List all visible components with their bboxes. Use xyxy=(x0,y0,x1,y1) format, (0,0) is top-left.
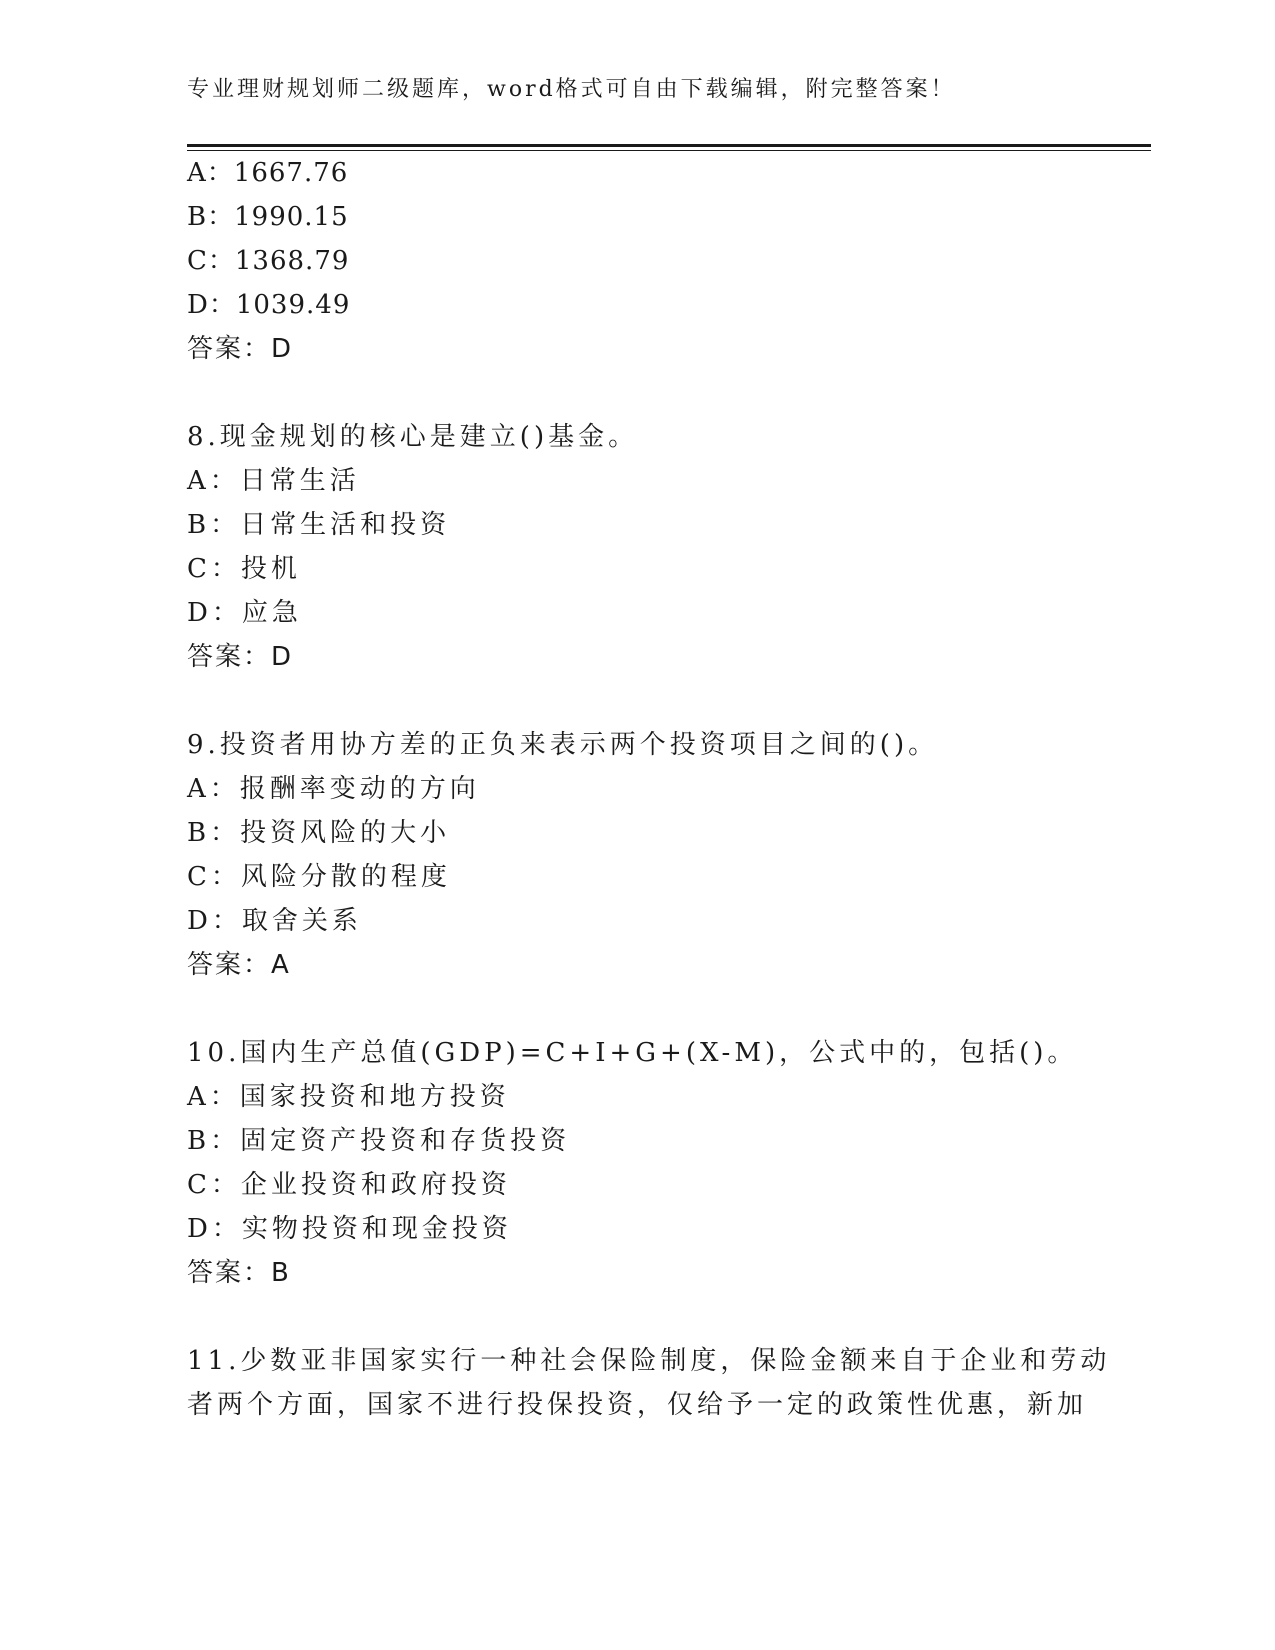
prev-option-c: C：1368.79 xyxy=(187,246,350,276)
q10-option-b: B：固定资产投资和存货投资 xyxy=(187,1126,571,1156)
q9-option-a: A：报酬率变动的方向 xyxy=(187,774,480,804)
q10-option-d: D：实物投资和现金投资 xyxy=(187,1214,512,1244)
q10-option-a: A：国家投资和地方投资 xyxy=(187,1082,510,1112)
q9-option-c: C：风险分散的程度 xyxy=(187,862,451,892)
q10-answer: 答案：B xyxy=(187,1258,291,1288)
q8-answer: 答案：D xyxy=(187,642,294,672)
q8-option-c: C：投机 xyxy=(187,554,301,584)
q9-stem: 9.投资者用协方差的正负来表示两个投资项目之间的()。 xyxy=(187,730,939,760)
q8-stem: 8.现金规划的核心是建立()基金。 xyxy=(187,422,639,452)
prev-answer: 答案：D xyxy=(187,334,294,364)
header-rule-thick xyxy=(187,144,1151,147)
q9-option-d: D：取舍关系 xyxy=(187,906,362,936)
q11-stem-line-1: 11.少数亚非国家实行一种社会保险制度，保险金额来自于企业和劳动 xyxy=(187,1346,1111,1376)
q8-option-a: A：日常生活 xyxy=(187,466,360,496)
q10-option-c: C：企业投资和政府投资 xyxy=(187,1170,511,1200)
q10-stem: 10.国内生产总值(GDP)=C+I+G+(X-M)，公式中的，包括()。 xyxy=(187,1038,1078,1068)
header-rule-thin xyxy=(187,150,1151,151)
q9-answer: 答案：A xyxy=(187,950,291,980)
prev-option-d: D：1039.49 xyxy=(187,290,351,320)
q9-option-b: B：投资风险的大小 xyxy=(187,818,451,848)
q11-stem-line-2: 者两个方面，国家不进行投保投资，仅给予一定的政策性优惠，新加 xyxy=(187,1390,1088,1420)
prev-option-b: B：1990.15 xyxy=(187,202,349,232)
q8-option-d: D：应急 xyxy=(187,598,302,628)
prev-option-a: A：1667.76 xyxy=(187,158,349,188)
q8-option-b: B：日常生活和投资 xyxy=(187,510,451,540)
page-header: 专业理财规划师二级题库，word格式可自由下载编辑，附完整答案！ xyxy=(187,77,956,102)
